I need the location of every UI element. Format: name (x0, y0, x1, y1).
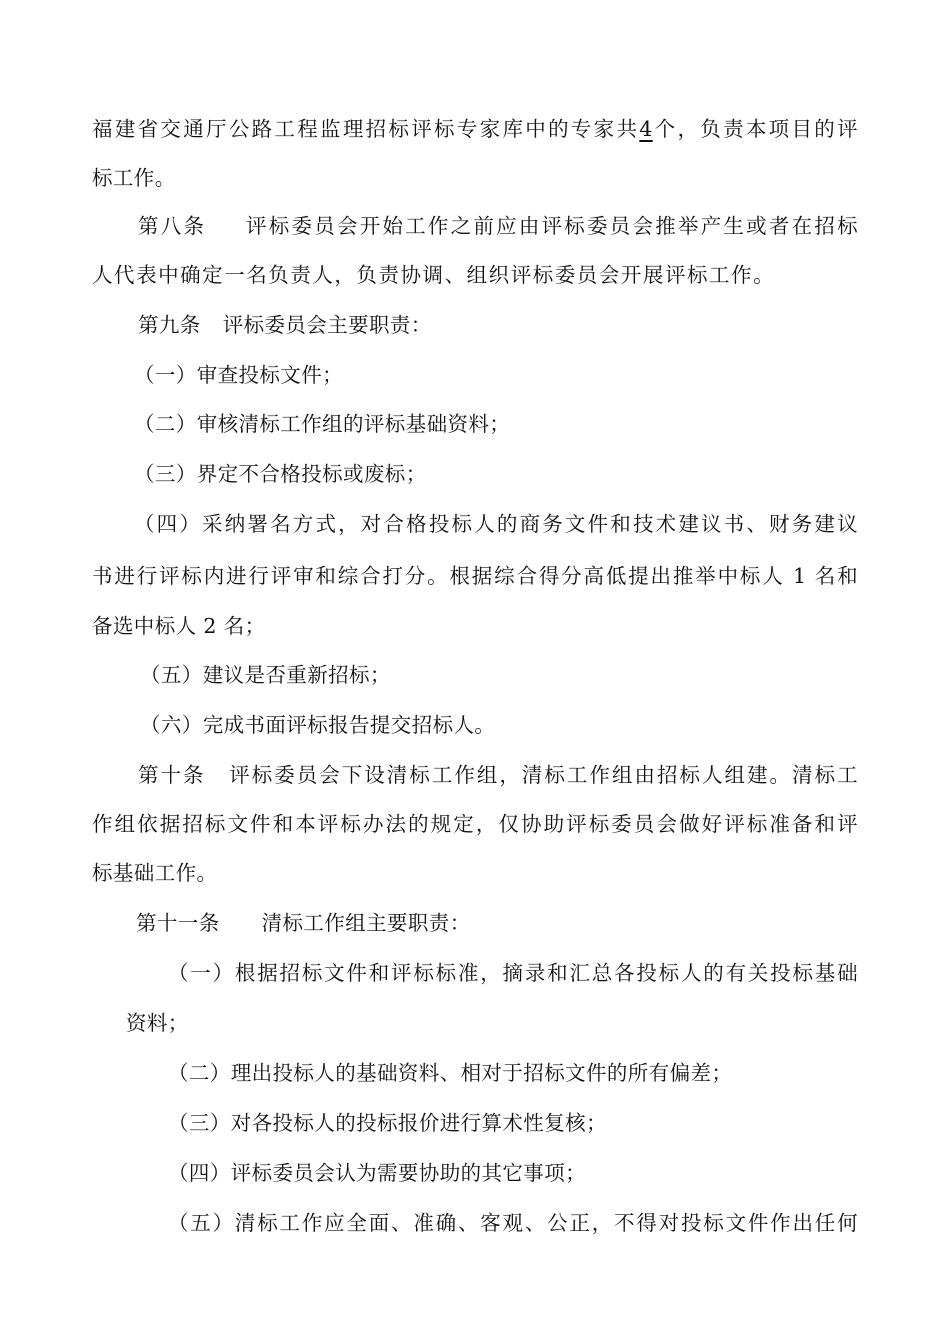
article-9-heading (138, 311, 432, 339)
list-item: （六）完成书面评标报告提交招标人。 (140, 713, 496, 737)
article-label: 第九条 (138, 313, 201, 337)
list-item: （二）审核清标工作组的评标基础资料； (134, 412, 511, 436)
text-span: 个，负责本项目的评 (652, 117, 858, 141)
article-11-heading (136, 909, 471, 937)
article-8-line-1 (138, 212, 858, 240)
paragraph-line (92, 115, 858, 143)
list-item: （二）理出投标人的基础资料、相对于招标文件的所有偏差； (168, 1061, 733, 1085)
article-label: 第十条 (138, 763, 206, 787)
paragraph-line: 标基础工作。 (92, 861, 218, 885)
list-item: （五）建议是否重新招标； (140, 663, 391, 687)
text-span: 评标委员会下设清标工作组，清标工作组由招标人组建。清标工 (227, 763, 859, 787)
paragraph-line: 资料； (126, 1011, 189, 1035)
paragraph-line: 备选中标人 2 名； (92, 614, 266, 638)
article-label: 第八条 (138, 214, 207, 238)
article-10-line-1 (138, 761, 858, 789)
list-item: （一）根据招标文件和评标标准，摘录和汇总各投标人的有关投标基础 (168, 961, 858, 985)
list-item: （五）清标工作应全面、准确、客观、公正，不得对投标文件作出任何 (168, 1211, 858, 1235)
list-item: （四）采纳署名方式，对合格投标人的商务文件和技术建议书、财务建议 (134, 512, 858, 536)
paragraph-line: 书进行评标内进行评审和综合打分。根据综合得分高低提出推举中标人 1 名和 (92, 564, 858, 588)
list-item: （一）审查投标文件； (134, 363, 343, 387)
list-item: （四）评标委员会认为需要协助的其它事项； (168, 1161, 586, 1185)
text-span: 清标工作组主要职责： (261, 911, 471, 935)
paragraph-line: 作组依据招标文件和本评标办法的规定，仅协助评标委员会做好评标准备和评 (92, 812, 858, 836)
text-span: 评标委员会主要职责： (222, 313, 432, 337)
list-item: （三）对各投标人的投标报价进行算术性复核； (168, 1111, 607, 1135)
text-span: 福建省交通厅公路工程监理招标评标专家库中的专家共 (92, 117, 640, 141)
article-8-line-2: 人代表中确定一名负责人，负责协调、组织评标委员会开展评标工作。 (92, 263, 774, 287)
paragraph-line: 标工作。 (92, 166, 176, 190)
article-label: 第十一条 (136, 911, 220, 935)
expert-count: 4 (639, 117, 653, 141)
list-item: （三）界定不合格投标或废标； (134, 462, 427, 486)
text-span: 评标委员会开始工作之前应由评标委员会推举产生或者在招标 (244, 214, 858, 238)
